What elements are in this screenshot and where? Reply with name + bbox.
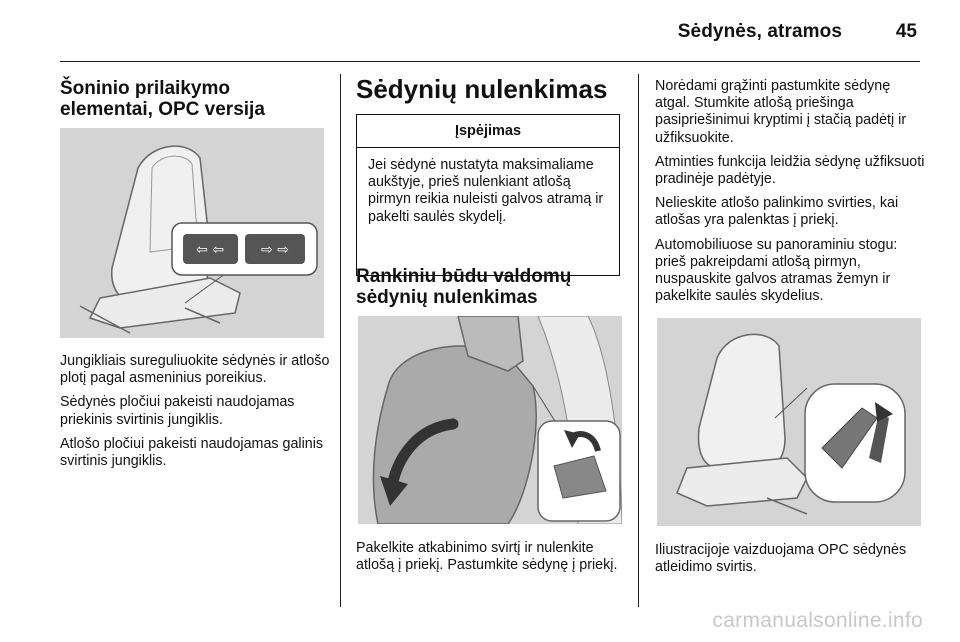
warning-box [356, 114, 620, 276]
section-heading-seat-folding: Sėdynių nulenkimas [356, 74, 608, 104]
paragraph: Atminties funkcija leidžia sėdynę užfiksuoti pradinėje padėtyje. [655, 153, 925, 188]
warning-text: Jei sėdynė nustatyta maksimaliame aukštyje, prieš nulenkiant atlošą pirmyn reikia nuleisti galvos atramą ir pakelti saulės skydelį. [368, 157, 604, 225]
paragraph: Jungikliais sureguliuokite sėdynės ir atlošo plotį pagal asmeninius poreikius. [60, 353, 330, 387]
page-number: 45 [895, 21, 917, 42]
paragraph: Norėdami grąžinti pastumkite sėdynę atgal. Stumkite atlošą priešinga pasipriešinimui kryptimi į stačią padėtį ir užfiksuokite. [655, 78, 907, 146]
page-header [0, 0, 960, 62]
paragraph: Atlošo pločiui pakeisti naudojamas galinis svirtinis jungiklis. [60, 435, 324, 470]
seat-release-lever-illustration [358, 316, 622, 524]
svg-text:⇨ ⇨: ⇨ ⇨ [261, 242, 289, 258]
warning-title: Įspėjimas [357, 115, 619, 148]
column-divider-1 [340, 74, 341, 607]
opc-seat-release-lever-illustration [657, 318, 921, 526]
paragraph: Sėdynės pločiui pakeisti naudojamas priekinis svirtinis jungiklis. [60, 394, 295, 428]
column-divider-2 [638, 74, 639, 607]
svg-text:⇦ ⇦: ⇦ ⇦ [196, 242, 224, 258]
header-rule [60, 61, 920, 62]
watermark: carmanualsonline.info [712, 609, 923, 632]
opc-seat-switch-illustration [60, 128, 324, 338]
paragraph: Iliustracijoje vaizduojama OPC sėdynės atleidimo svirtis. [655, 542, 907, 576]
paragraph: Pakelkite atkabinimo svirtį ir nulenkite atlošą į priekį. Pastumkite sėdynę į priekį. [356, 540, 618, 574]
paragraph: Automobiliuose su panoraminiu stogu: prieš pakreipdami atlošą pirmyn, nuspauskite galvos atramas žemyn ir pakelkite saulės skydelius. [655, 236, 898, 305]
section-heading-side-bolsters: Šoninio prilaikymo elementai, OPC versija [60, 78, 265, 120]
paragraph: Nelieskite atlošo palinkimo svirties, kai atlošas yra palenktas į priekį. [655, 195, 899, 229]
header-title: Sėdynės, atramos [677, 21, 842, 42]
subheading-manual-folding: Rankiniu būdu valdomų sėdynių nulenkimas [356, 266, 572, 308]
